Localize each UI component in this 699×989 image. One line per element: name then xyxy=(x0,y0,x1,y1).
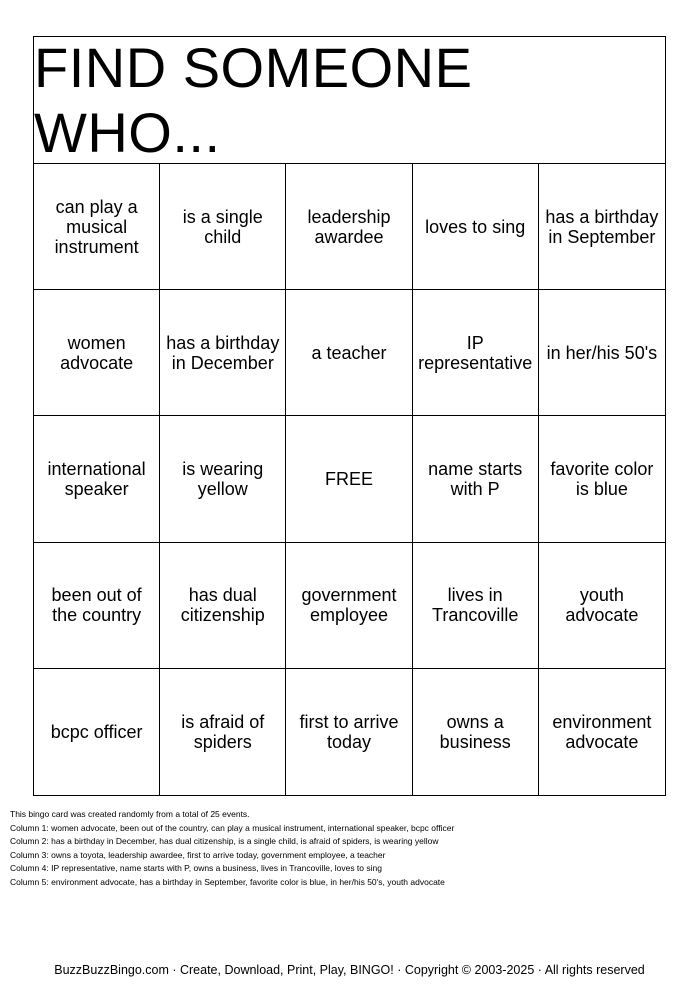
bingo-cell: IP representative xyxy=(413,290,539,416)
bingo-cell: has a birthday in September xyxy=(539,164,665,290)
bingo-grid xyxy=(34,164,665,795)
bingo-cell: bcpc officer xyxy=(34,669,160,795)
bingo-cell: environment advocate xyxy=(552,711,652,752)
bingo-card xyxy=(33,36,666,796)
bingo-cell: loves to sing xyxy=(413,164,539,290)
note-line: Column 2: has a birthday in December, has dual citizenship, is a single child, is afraid of spiders, is wearing yellow xyxy=(10,836,439,847)
card-notes xyxy=(10,808,454,890)
note-line: Column 5: environment advocate, has a birthday in September, favorite color is blue, in her/his 50's, youth advocate xyxy=(10,876,445,887)
card-title: FIND SOMEONE WHO... xyxy=(34,37,665,164)
bingo-cell: youth advocate xyxy=(539,543,665,669)
bingo-cell: name starts with P xyxy=(413,416,539,542)
note-line: Column 1: women advocate, been out of the country, can play a musical instrument, international speaker, bcpc officer xyxy=(10,822,455,833)
bingo-cell: a teacher xyxy=(286,290,412,416)
bingo-cell: leadership awardee xyxy=(286,164,412,290)
bingo-cell: international speaker xyxy=(34,416,160,542)
page-footer: BuzzBuzzBingo.com · Create, Download, Print, Play, BINGO! · Copyright © 2003-2025 · All rights reserved xyxy=(54,963,645,977)
bingo-cell: favorite color is blue xyxy=(539,416,665,542)
bingo-cell: in her/his 50's xyxy=(539,290,665,416)
note-line: Column 4: IP representative, name starts with P, owns a business, lives in Trancoville, loves to sing xyxy=(10,863,382,874)
free-space-cell: FREE xyxy=(286,416,412,542)
bingo-cell: has dual citizenship xyxy=(160,543,286,669)
bingo-cell: is afraid of spiders xyxy=(160,669,286,795)
bingo-cell: can play a musical instrument xyxy=(34,164,160,290)
bingo-cell: first to arrive today xyxy=(286,669,412,795)
bingo-cell: women advocate xyxy=(34,290,160,416)
bingo-cell: is wearing yellow xyxy=(160,416,286,542)
note-line: Column 3: owns a toyota, leadership awardee, first to arrive today, government employee, a teacher xyxy=(10,849,386,860)
bingo-cell: lives in Trancoville xyxy=(413,543,539,669)
bingo-cell: owns a business xyxy=(413,669,539,795)
bingo-cell: has a birthday in December xyxy=(160,290,286,416)
bingo-cell: been out of the country xyxy=(34,543,160,669)
bingo-cell: is a single child xyxy=(160,164,286,290)
note-line: This bingo card was created randomly from a total of 25 events. xyxy=(10,809,250,819)
bingo-cell: government employee xyxy=(286,543,412,669)
